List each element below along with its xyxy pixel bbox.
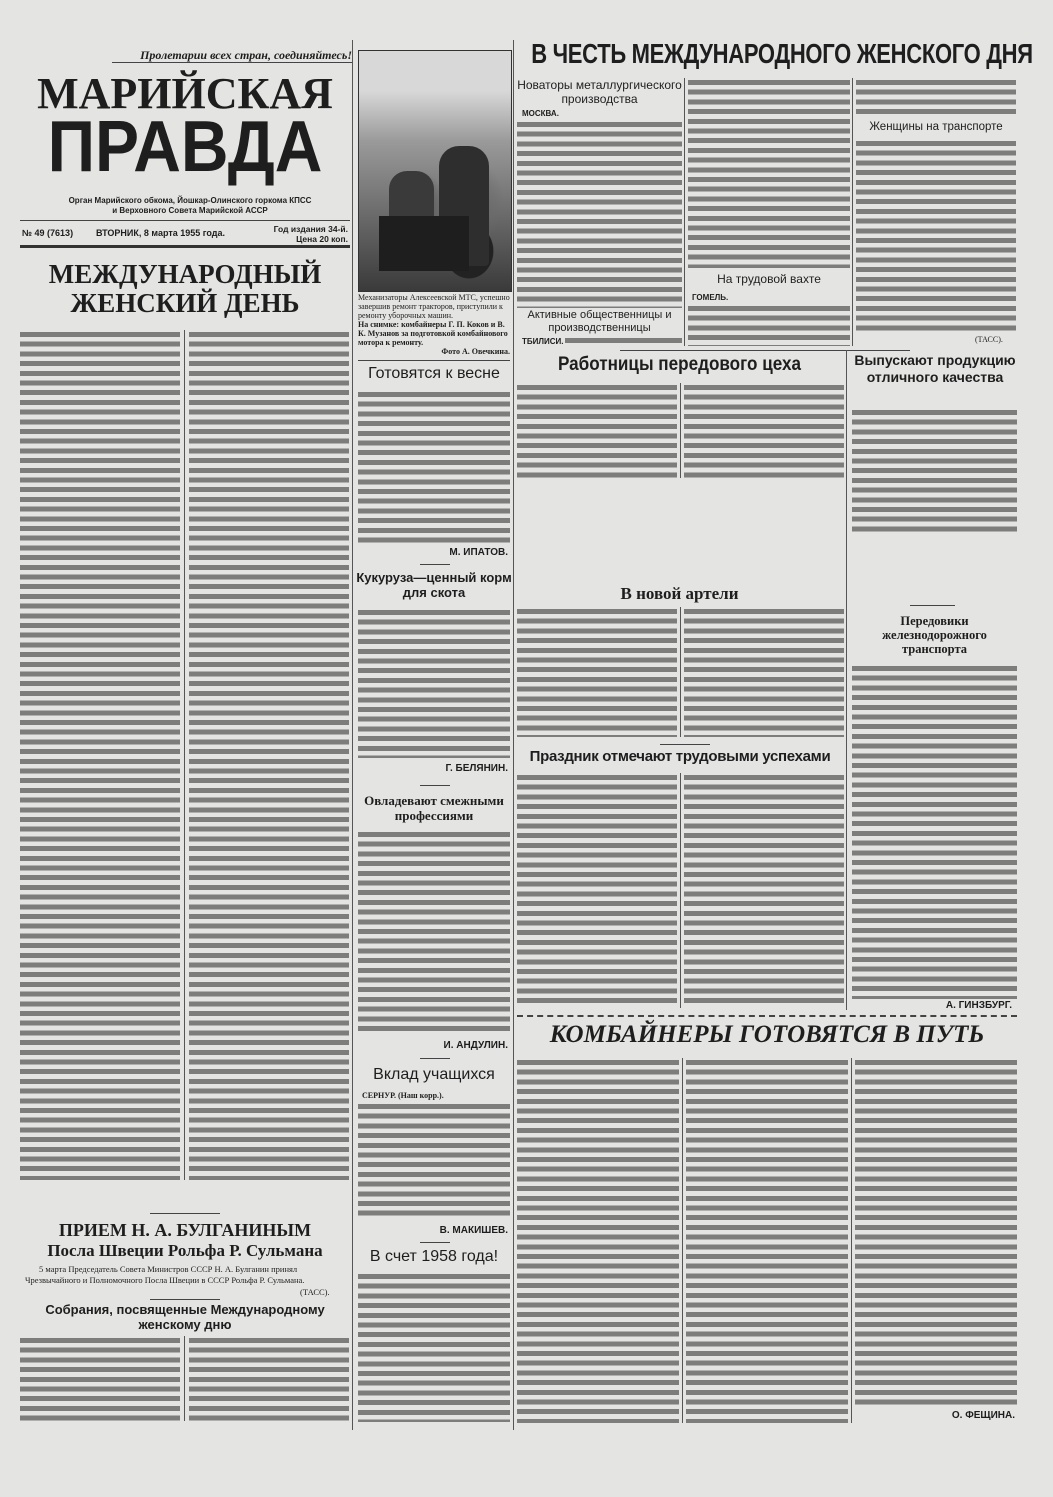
dateline-tbilisi: ТБИЛИСИ.: [522, 337, 564, 346]
byline: Г. БЕЛЯНИН.: [445, 763, 508, 774]
lead-headline-1: МЕЖДУНАРОДНЫЙ: [48, 259, 322, 289]
meetings-headline: Собрания, посвященные Международному женскому дню: [45, 1302, 325, 1332]
divider: [620, 350, 910, 351]
article-students-dateline: СЕРНУР. (Наш корр.).: [362, 1091, 444, 1100]
bulganin-headline-2: Посла Швеции Рольфа Р. Сульмана: [47, 1241, 323, 1260]
meetings-column-1: [20, 1336, 180, 1421]
meetings-column-2: [189, 1336, 349, 1421]
article-title-corn: Кукуруза—ценный корм для скота: [356, 570, 512, 600]
metallurgy-text: [517, 120, 682, 308]
combine-col-2: [686, 1058, 848, 1423]
article-title-1958: В счет 1958 года!: [369, 1248, 499, 1265]
lead-article-column-2: [189, 330, 349, 1180]
new-artel-col-1: [517, 607, 677, 737]
divider: [420, 1242, 450, 1243]
advanced-shop-col-2: [684, 383, 844, 478]
organ-line-2: и Верховного Совета Марийской АССР: [112, 206, 268, 215]
divider: [20, 220, 350, 221]
photo-credit: Фото А. Овечкина.: [441, 347, 510, 356]
divider: [420, 1058, 450, 1059]
divider: [20, 245, 350, 248]
issue-number: № 49 (7613): [22, 228, 74, 238]
divider: [112, 62, 352, 63]
organ-line-1: Орган Марийского обкома, Йошкар-Олинского горкома КПСС: [68, 196, 312, 205]
divider: [150, 1213, 220, 1214]
column-rule: [851, 1058, 852, 1423]
activists-text: [565, 336, 682, 346]
tass-source: (ТАСС).: [975, 335, 1003, 344]
issue-year-price: [262, 224, 348, 244]
lead-headline-2: ЖЕНСКИЙ ДЕНЬ: [70, 288, 300, 318]
column-rule: [846, 350, 847, 1010]
article-title-new-artel: В новой артели: [620, 584, 739, 603]
divider: [660, 744, 710, 745]
holiday-col-1: [517, 773, 677, 1008]
new-artel-col-2: [684, 607, 844, 737]
transport-text: [856, 139, 1016, 332]
quality-text: [852, 408, 1017, 536]
divider: [150, 1299, 220, 1300]
advanced-shop-col-1: [517, 383, 677, 478]
subhead-activists: Активные общественницы и производственницы: [527, 309, 672, 334]
bulganin-headline-1: ПРИЕМ Н. А. БУЛГАНИНЫМ: [58, 1220, 312, 1240]
womens-day-banner: В ЧЕСТЬ МЕЖДУНАРОДНОГО ЖЕНСКОГО ДНЯ: [531, 38, 1033, 70]
column-rule: [680, 607, 681, 737]
article-corn-text: [358, 608, 510, 758]
column-rule: [852, 78, 853, 346]
column-rule: [513, 40, 514, 1430]
divider: [420, 564, 450, 565]
byline: И. АНДУЛИН.: [443, 1040, 508, 1051]
byline: М. ИПАТОВ.: [449, 547, 508, 558]
combine-col-3: [855, 1058, 1017, 1408]
labor-watch-text: [688, 304, 850, 346]
column-rule: [682, 1058, 683, 1423]
motto: Пролетарии всех стран, соединяйтесь!: [140, 48, 352, 62]
article-title-students: Вклад учащихся: [373, 1066, 495, 1083]
issue-price: Цена 20 коп.: [296, 234, 348, 244]
column-rule: [684, 78, 685, 346]
photo-combine-repair: [358, 50, 512, 292]
article-title-advanced-shop: Работницы передового цеха: [557, 354, 802, 375]
photo-caption: [358, 293, 510, 356]
column-rule: [352, 40, 353, 1430]
subhead-labor-watch: На трудовой вахте: [717, 272, 821, 286]
column-rule: [184, 1336, 185, 1421]
masthead-title-top: МАРИЙСКАЯ: [37, 69, 333, 118]
railway-text: [852, 664, 1017, 999]
bulganin-headline: [20, 1220, 350, 1261]
combine-headline: КОМБАЙНЕРЫ ГОТОВЯТСЯ В ПУТЬ: [549, 1021, 985, 1048]
divider: [517, 1015, 1017, 1019]
article-title-holiday: Праздник отмечают трудовыми успехами: [529, 748, 831, 765]
subhead-transport: Женщины на транспорте: [869, 121, 1003, 133]
article-spring-text: [358, 390, 510, 545]
photo-caption-text-2: На снимке: комбайнеры Г. П. Коков и В. К. Музанов за подготовкой комбайнового мотора к ремонту.: [358, 320, 508, 347]
divider: [420, 785, 450, 786]
article-1958-text: [358, 1272, 510, 1422]
lead-article-column-1: [20, 330, 180, 1180]
column-rule: [680, 773, 681, 1008]
womens-day-column-3: [856, 78, 1016, 118]
combine-col-1: [517, 1058, 679, 1423]
article-professions-text: [358, 830, 510, 1035]
divider: [358, 360, 510, 361]
column-rule: [680, 383, 681, 478]
article-students-text: [358, 1102, 510, 1220]
issue-year: Год издания 34-й.: [273, 224, 348, 234]
article-title-quality: Выпускают продукцию отличного качества: [854, 352, 1016, 385]
byline: А. ГИНЗБУРГ.: [945, 1000, 1012, 1011]
lead-headline: [20, 260, 350, 318]
byline: О. ФЕЩИНА.: [951, 1410, 1015, 1421]
holiday-col-2: [684, 773, 844, 1008]
bulganin-source: (ТАСС).: [300, 1287, 330, 1297]
dateline-moscow: МОСКВА.: [522, 109, 559, 118]
masthead-title-bottom: ПРАВДА: [47, 105, 323, 187]
bulganin-text: 5 марта Председатель Совета Министров СССР Н. А. Булганин принял Чрезвычайного и Полномочного Посла Швеции в СССР Рольфа Р. Сульмана.: [25, 1264, 305, 1285]
byline: В. МАКИШЕВ.: [439, 1225, 508, 1236]
womens-day-column-2: [688, 78, 850, 268]
article-title-spring: Готовятся к весне: [368, 365, 500, 382]
organ-line: [30, 196, 350, 216]
photo-caption-text: Механизаторы Алексеевской МТС, успешно завершив ремонт тракторов, приступили к ремонту уборочных машин.: [358, 293, 510, 320]
divider: [910, 605, 955, 606]
issue-date: ВТОРНИК, 8 марта 1955 года.: [96, 228, 225, 238]
article-title-professions: Овладевают смежными профессиями: [364, 793, 504, 823]
subhead-metallurgy: Новаторы металлургического производства: [517, 78, 682, 106]
article-title-railway: Передовики железнодорожного транспорта: [882, 614, 987, 656]
column-rule: [184, 330, 185, 1180]
photo-engine: [379, 216, 469, 271]
dateline-gomel: ГОМЕЛЬ.: [692, 293, 729, 302]
